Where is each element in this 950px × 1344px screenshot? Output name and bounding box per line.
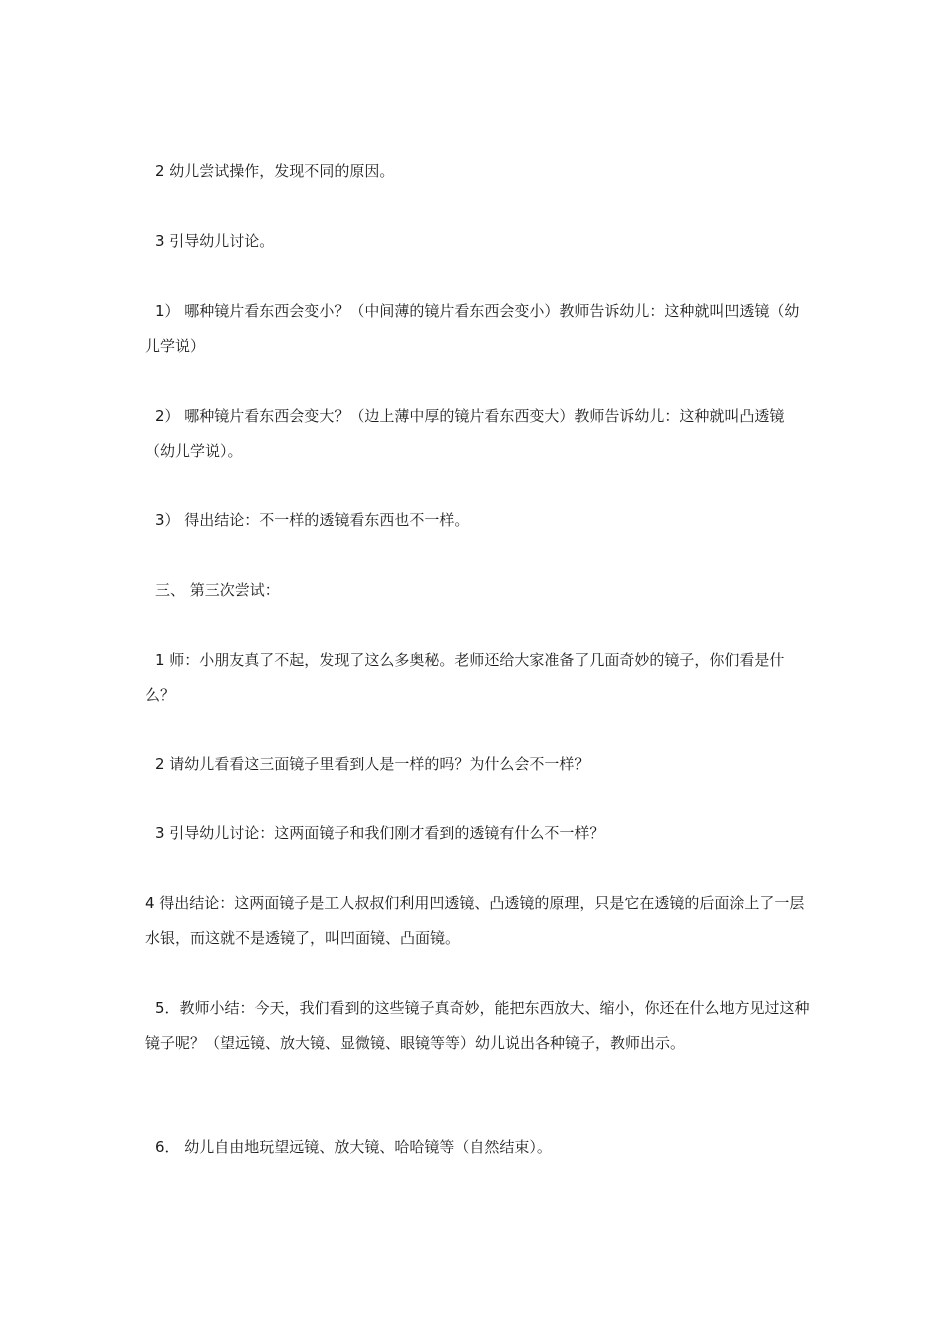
paragraph-step-2-operate: 2 幼儿尝试操作，发现不同的原因。 [155, 162, 395, 180]
paragraph-question-concave: 1） 哪种镜片看东西会变小？（中间薄的镜片看东西会变小）教师告诉幼儿：这种就叫凹透镜（幼儿学说） [145, 302, 800, 355]
paragraph-conclusion-mirrors: 4 得出结论：这两面镜子是工人叔叔们利用凹透镜、凸透镜的原理，只是它在透镜的后面涂上了一层水银，而这就不是透镜了，叫凹面镜、凸面镜。 [145, 894, 805, 947]
paragraph-conclusion-lens: 3） 得出结论：不一样的透镜看东西也不一样。 [155, 511, 470, 529]
paragraph-three-mirrors: 2 请幼儿看看这三面镜子里看到人是一样的吗？为什么会不一样？ [155, 755, 590, 773]
paragraph-discuss-mirrors: 3 引导幼儿讨论：这两面镜子和我们刚才看到的透镜有什么不一样？ [155, 824, 605, 842]
paragraph-free-play: 6． 幼儿自由地玩望远镜、放大镜、哈哈镜等（自然结束）。 [155, 1138, 552, 1156]
paragraph-question-convex: 2） 哪种镜片看东西会变大？（边上薄中厚的镜片看东西变大）教师告诉幼儿：这种就叫凸透镜（幼儿学说）。 [145, 407, 785, 460]
paragraph-step-3-discuss: 3 引导幼儿讨论。 [155, 232, 275, 250]
paragraph-teacher-mirrors: 1 师：小朋友真了不起，发现了这么多奥秘。老师还给大家准备了几面奇妙的镜子，你们看是什么？ [145, 651, 785, 704]
paragraph-teacher-summary: 5．教师小结：今天，我们看到的这些镜子真奇妙，能把东西放大、缩小，你还在什么地方见过这种镜子呢？（望远镜、放大镜、显微镜、眼镜等等）幼儿说出各种镜子，教师出示。 [145, 999, 810, 1052]
section-heading-third-attempt: 三、 第三次尝试： [155, 581, 280, 599]
